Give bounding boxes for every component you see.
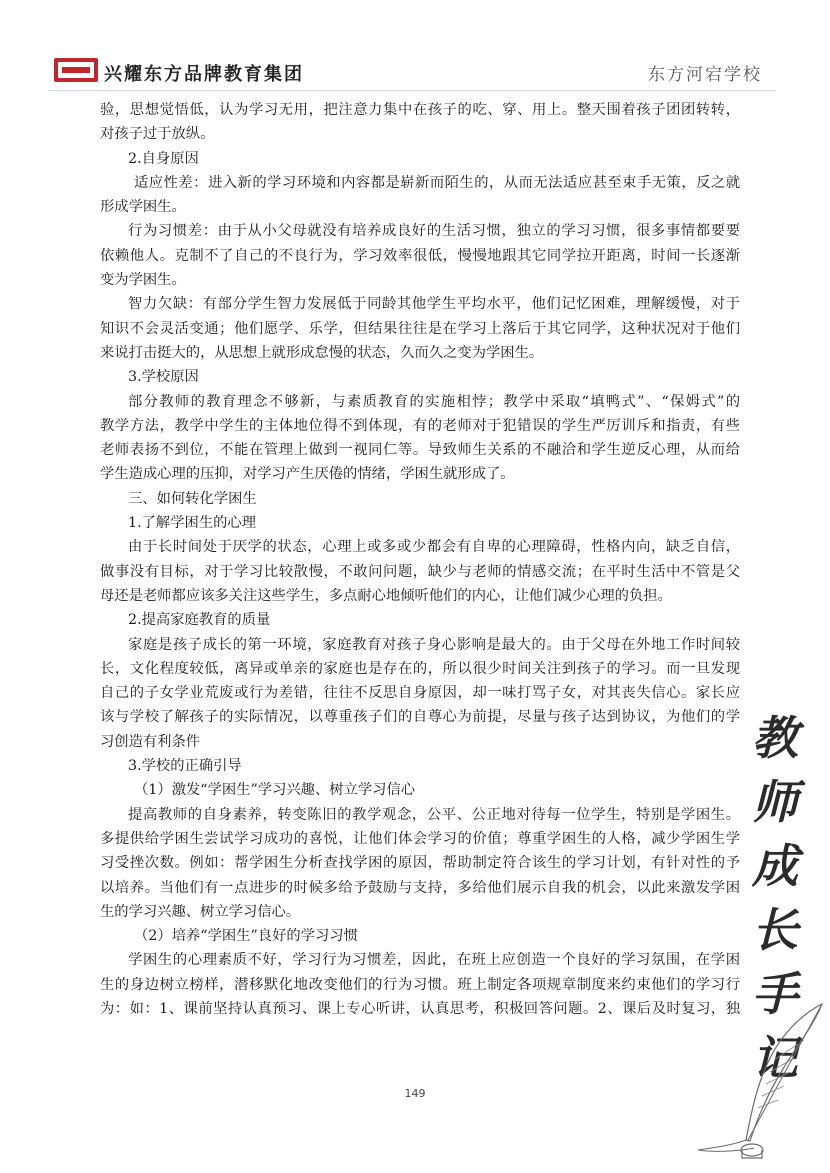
body-line: 母还是老师都应该多关注这些学生，多点耐心地倾听他们的内心，让他们减少心理的负担。 [100,587,672,604]
side-title-char: 成 [752,839,798,893]
body-line: 提高教师的自身素养，转变陈旧的教学观念，公平、公正地对待每一位学生，特别是学困生。 [128,806,740,823]
side-title-char: 师 [752,775,798,829]
section-heading: 3.学校原因 [128,369,199,386]
body-line: 学困生的心理素质不好，学习行为习惯差，因此，在班上应创造一个良好的学习氛围，在学困 [128,952,740,969]
body-line: 知识不会灵活变通；他们愿学、乐学，但结果往往是在学习上落后于其它同学，这种状况对于他们 [100,320,740,337]
side-title-char: 教 [752,711,798,765]
brand-logo [54,58,98,82]
body-line: 学生造成心理的压抑，对学习产生厌倦的情绪，学困生就形成了。 [100,466,515,483]
body-line: 做事没有目标，对于学习比较散慢，不敢问问题，缺少与老师的情感交流；在平时生活中不管是父 [100,563,740,580]
body-line: 来说打击挺大的，从思想上就形成怠慢的状态，久而久之变为学困生。 [100,344,544,361]
body-line: 生的学习兴趣、树立学习信心。 [100,903,301,920]
body-line: 依赖他人。克制不了自己的不良行为，学习效率很低，慢慢地跟其它同学拉开距离，时间一长逐渐 [100,247,740,264]
body-line: 以培养。当他们有一点进步的时候多给予鼓励与支持，多给他们展示自我的机会，以此来激发学困 [100,879,740,896]
body-line: 教学方法，教学中学生的主体地位得不到体现，有的老师对于犯错误的学生严厉训斥和指责，有些 [100,417,740,434]
subsection-heading: （1）激发“学困生”学习兴趣、树立学习信心 [134,782,416,799]
section-heading: 2.提高家庭教育的质量 [128,612,271,629]
body-line: 部分教师的教育理念不够新，与素质教育的实施相悖；教学中采取“填鸭式”、“保姆式”的 [128,393,740,410]
body-line: 行为习惯差：由于从小父母就没有培养成良好的生活习惯，独立的学习习惯，很多事情都要要 [128,223,740,240]
side-title-char: 手 [752,967,798,1021]
body-line: 适应性差：进入新的学习环境和内容都是崭新而陌生的，从而无法适应甚至束手无策，反之就 [134,174,740,191]
page-body [100,98,740,1021]
section-heading: 1.了解学困生的心理 [128,515,257,532]
body-line: 对孩子过于放纵。 [100,126,215,143]
header-divider [48,90,776,91]
body-line: 家庭是孩子成长的第一环境，家庭教育对孩子身心影响是最大的。由于父母在外地工作时间较 [128,636,740,653]
side-title-char: 长 [752,903,798,957]
body-line: 变为学困生。 [100,272,186,289]
body-line: 长，文化程度较低，离异或单亲的家庭也是存在的，所以很少时间关注到孩子的学习。而一旦发现 [100,660,740,677]
section-heading: 三、如何转化学困生 [128,490,257,507]
school-name: 东方河宕学校 [648,65,762,85]
page-header [48,52,776,92]
body-line: 自己的子女学业荒废或行为差错，往往不反思自身原因，却一味打骂子女，对其丧失信心。家长应 [100,685,740,702]
body-line: 老师表扬不到位，不能在管理上做到一视同仁等。导致师生关系的不融洽和学生逆反心理，从而给 [100,442,740,459]
body-line: 由于长时间处于厌学的状态，心理上或多或少都会有自卑的心理障碍，性格内向，缺乏自信， [128,539,740,556]
section-heading: 3.学校的正确引导 [128,758,242,775]
body-line: 形成学困生。 [100,199,186,216]
page-number: 149 [404,1087,426,1100]
body-line: 生的身边树立榜样，潜移默化地改变他们的行为习惯。班上制定各项规章制度来约束他们的学习行 [100,976,740,993]
body-line: 智力欠缺：有部分学生智力发展低于同龄其他学生平均水平，他们记忆困难，理解缓慢，对于 [128,296,740,313]
body-line: 该与学校了解孩子的实际情况，以尊重孩子们的自尊心为前提，尽量与孩子达到协议，为他们的学 [100,709,740,726]
side-title-char: 记 [752,1031,798,1085]
brand-name: 兴耀东方品牌教育集团 [104,64,304,85]
body-line: 为：如：1、课前坚持认真预习、课上专心听讲，认真思考，积极回答问题。2、课后及时复习，独 [100,1000,740,1017]
body-line: 多提供给学困生尝试学习成功的喜悦，让他们体会学习的价值；尊重学困生的人格，减少学困生学 [100,830,740,847]
body-line: 习受挫次数。例如：帮学困生分析查找学困的原因，帮助制定符合该生的学习计划，有针对性的予 [100,855,740,872]
section-heading: 2.自身原因 [128,150,199,167]
body-line: 习创造有利条件 [100,733,201,750]
body-line: 验，思想觉悟低，认为学习无用，把注意力集中在孩子的吃、穿、用上。整天围着孩子团团转转， [100,102,740,118]
subsection-heading: （2）培养“学困生”良好的学习习惯 [134,928,358,945]
quill-pen-icon [690,1000,830,1160]
